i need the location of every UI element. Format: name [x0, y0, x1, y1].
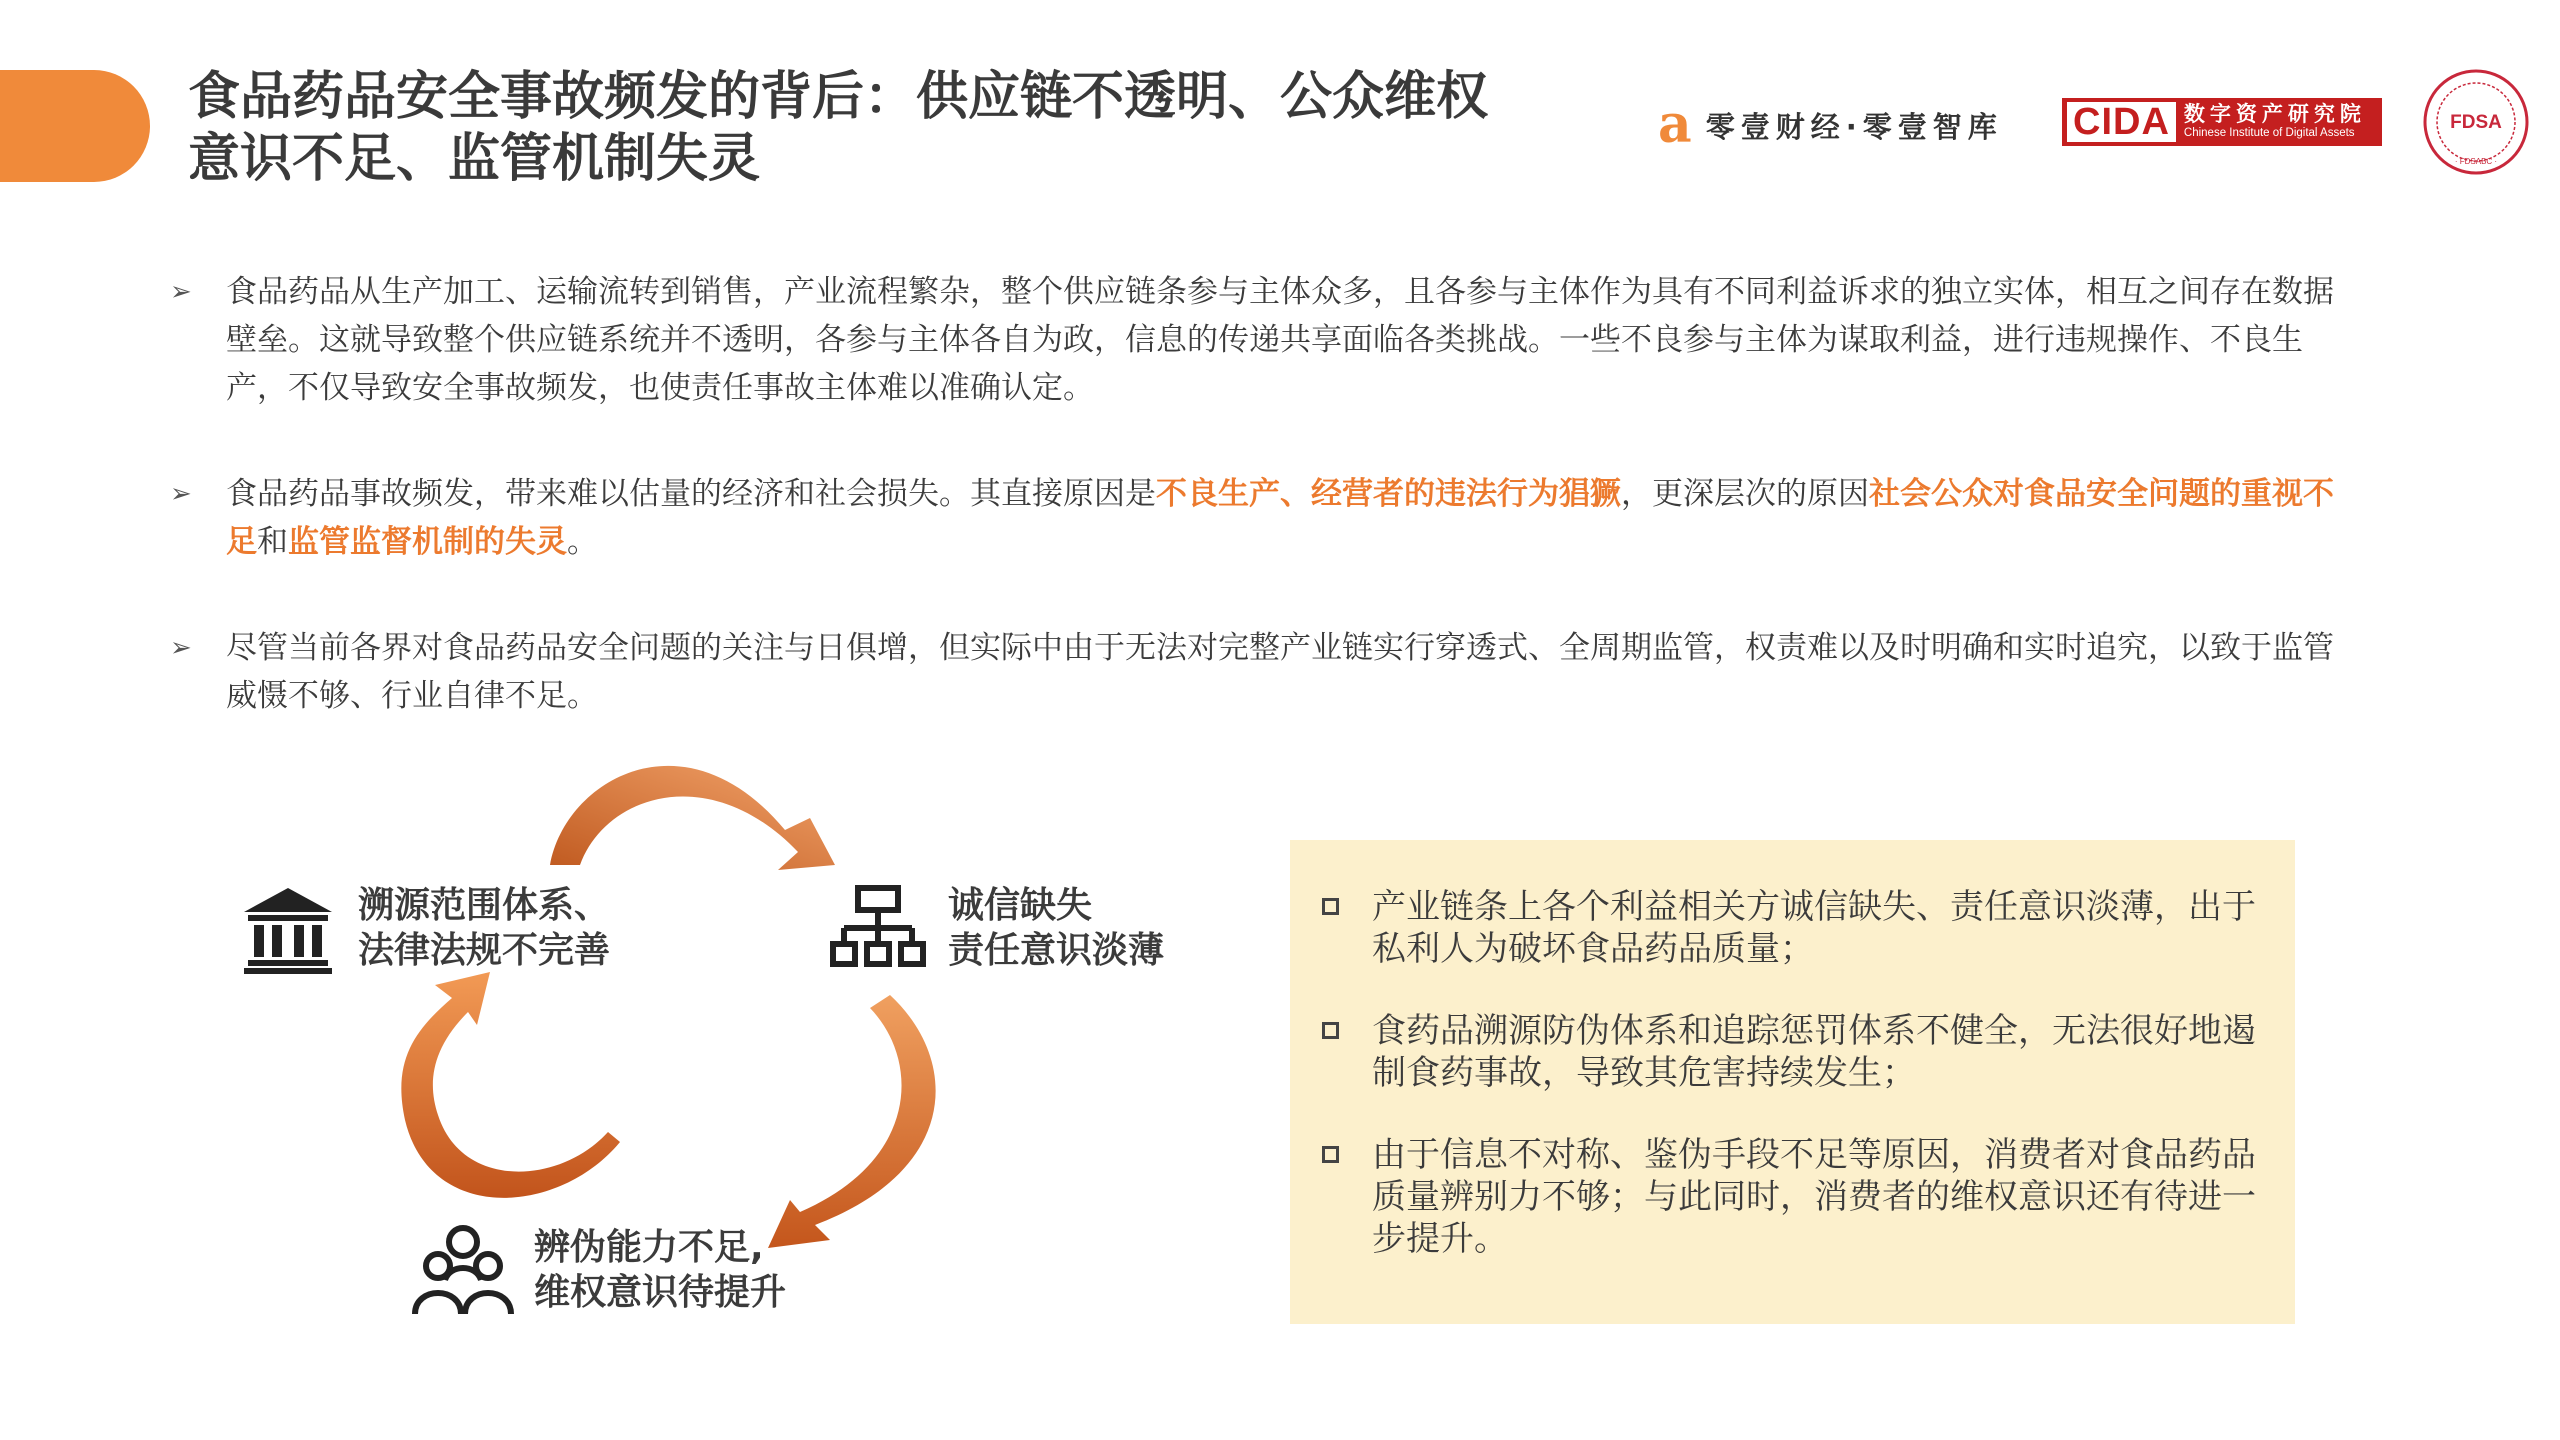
- note-item: [1316, 1010, 2275, 1094]
- page-title: [188, 66, 1588, 190]
- cycle-arrow-left: [401, 972, 620, 1198]
- bullet-item: [170, 268, 2355, 412]
- square-bullet-icon: [1322, 1146, 1339, 1163]
- arrow-bullet-icon: ➢: [170, 277, 192, 307]
- highlight-text: 社会公众对食品安全问题的重视不足: [226, 476, 2334, 560]
- lingyi-logo-text: 零壹财经·零壹智库: [1705, 109, 2003, 144]
- title-accent-tab: [0, 70, 150, 182]
- people-icon: [410, 1220, 516, 1320]
- cycle-node-label: 法律法规不完善: [358, 930, 611, 971]
- cida-logo-cn: 数字资产研究院: [2183, 102, 2366, 127]
- note-item: [1316, 1134, 2275, 1260]
- square-bullet-icon: [1322, 1022, 1339, 1039]
- bullet-text: 和: [257, 524, 288, 560]
- network-icon: [830, 880, 926, 976]
- cycle-node-label: 辨伪能力不足,: [534, 1227, 764, 1268]
- cycle-diagram: [230, 740, 1210, 1340]
- cycle-node-consumer: [410, 1220, 786, 1320]
- bullet-text: 尽管当前各界对食品药品安全问题的关注与日俱增，但实际中由于无法对完整产业链实行穿透式、全周期监管，权责难以及时明确和实时追究，以致于监管威慑不够、行业自律不足。: [226, 630, 2334, 714]
- note-item-text: 由于信息不对称、鉴伪手段不足等原因，消费者对食品药品质量辨别力不够；与此同时，消费者的维权意识还有待进一步提升。: [1372, 1135, 2256, 1259]
- bullet-list: [170, 268, 2355, 720]
- summary-note-box: [1290, 840, 2295, 1324]
- cycle-node-label: 责任意识淡薄: [948, 930, 1165, 971]
- highlight-text: 不良生产、经营者的违法行为猖獗: [1156, 476, 1621, 512]
- bullet-text: 食品药品从生产加工、运输流转到销售，产业流程繁杂，整个供应链条参与主体众多，且各参与主体作为具有不同利益诉求的独立实体，相互之间存在数据壁垒。这就导致整个供应链系统并不透明，各参与主体各自为政，信息的传递共享面临各类挑战。一些不良参与主体为谋取利益，进行违规操作、不良生产，不仅导致安全事故频发，也使责任事故主体难以准确认定。: [226, 274, 2334, 406]
- cycle-node-legal: [240, 880, 610, 976]
- square-bullet-icon: [1322, 898, 1339, 915]
- cycle-node-label: 溯源范围体系、: [358, 885, 611, 926]
- fdsa-seal-bottom: · FDSABC ·: [2454, 157, 2498, 166]
- cycle-arrow-top: [550, 766, 835, 870]
- page-title-line1: 食品药品安全事故频发的背后：供应链不透明、公众维权: [188, 67, 1489, 127]
- cycle-node-label: 诚信缺失: [948, 885, 1093, 926]
- note-item: [1316, 886, 2275, 970]
- logo-lingyi: [1658, 94, 2003, 155]
- bullet-text: ，更深层次的原因: [1621, 476, 1869, 512]
- cida-logo-mark: CIDA: [2067, 102, 2176, 142]
- bullet-text: 食品药品事故频发，带来难以估量的经济和社会损失。其直接原因是: [226, 476, 1156, 512]
- fdsa-seal-logo: [2422, 68, 2530, 176]
- bullet-item: [170, 624, 2355, 720]
- bullet-item: [170, 470, 2355, 566]
- note-item-text: 产业链条上各个利益相关方诚信缺失、责任意识淡薄，出于私利人为破坏食品药品质量；: [1372, 887, 2256, 969]
- bullet-text: 。: [567, 524, 598, 560]
- arrow-bullet-icon: ➢: [170, 479, 192, 509]
- bank-icon: [240, 880, 336, 976]
- cida-logo-en: Chinese Institute of Digital Assets: [2183, 127, 2355, 140]
- arrow-bullet-icon: ➢: [170, 633, 192, 663]
- cycle-node-integrity: [830, 880, 1164, 976]
- highlight-text: 监管监督机制的失灵: [288, 524, 567, 560]
- cycle-node-label: 维权意识待提升: [534, 1272, 787, 1313]
- fdsa-seal-mark: FDSA: [2450, 112, 2502, 133]
- page-title-line2: 意识不足、监管机制失灵: [188, 129, 761, 189]
- logo-cida: [2062, 98, 2382, 146]
- note-item-text: 食药品溯源防伪体系和追踪惩罚体系不健全，无法很好地遏制食药事故，导致其危害持续发生；: [1372, 1011, 2256, 1093]
- cycle-arrow-right: [768, 995, 936, 1248]
- lingyi-logo-icon: a: [1658, 94, 1692, 155]
